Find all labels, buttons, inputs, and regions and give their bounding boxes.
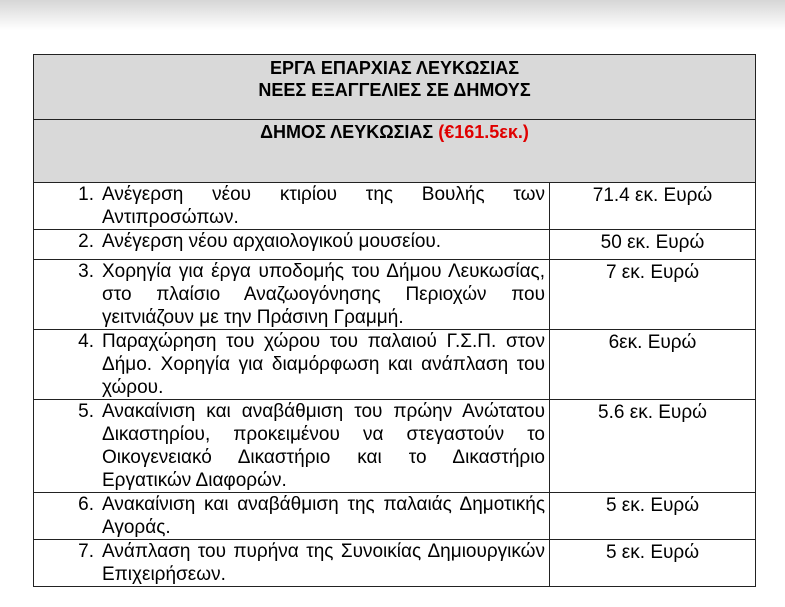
table-row (34, 183, 756, 230)
item-number: 7. (78, 541, 94, 562)
item-text: Ανέγερση νέου κτιρίου της Βουλής των Αντιπροσώπων. (102, 184, 545, 228)
municipality-header (34, 120, 756, 183)
item-amount: 5 εκ. Ευρώ (550, 540, 756, 587)
municipality-name: ΔΗΜΟΣ ΛΕΥΚΩΣΙΑΣ (260, 122, 434, 142)
table-row (34, 260, 756, 330)
item-text: Ανακαίνιση και αναβάθμιση της παλαιάς Δημοτικής Αγοράς. (102, 494, 545, 538)
title-line-1: ΕΡΓΑ ΕΠΑΡΧΙΑΣ ΛΕΥΚΩΣΙΑΣ (269, 58, 520, 78)
item-amount: 5.6 εκ. Ευρώ (550, 400, 756, 493)
item-number: 2. (78, 231, 94, 252)
municipality-total: (€161.5εκ.) (438, 122, 529, 142)
item-number: 4. (78, 331, 94, 352)
item-amount: 5 εκ. Ευρώ (550, 493, 756, 540)
item-number: 6. (78, 494, 94, 515)
item-text: Χορηγία για έργα υποδομής του Δήμου Λευκωσίας, στο πλαίσιο Αναζωογόνησης Περιοχών που γειτνιάζουν με την Πράσινη Γραμμή. (102, 261, 545, 328)
item-amount: 7 εκ. Ευρώ (550, 260, 756, 330)
table-row (34, 540, 756, 587)
table-row (34, 230, 756, 260)
item-amount: 6εκ. Ευρώ (550, 330, 756, 400)
item-text: Ανακαίνιση και αναβάθμιση του πρώην Ανώτατου Δικαστηρίου, προκειμένου να στεγαστούν το Οικογενειακό Δικαστήριο και το Δικαστήριο Εργατικών Διαφορών. (102, 401, 545, 491)
table-row (34, 330, 756, 400)
title-line-2: ΝΕΕΣ ΕΞΑΓΓΕΛΙΕΣ ΣΕ ΔΗΜΟΥΣ (258, 80, 531, 100)
item-text: Ανέγερση νέου αρχαιολογικού μουσείου. (102, 231, 442, 252)
projects-table (33, 54, 756, 587)
table-row (34, 400, 756, 493)
item-amount: 50 εκ. Ευρώ (550, 230, 756, 260)
top-shadow (0, 0, 785, 30)
table-title (34, 55, 756, 120)
item-text: Ανάπλαση του πυρήνα της Συνοικίας Δημιουργικών Επιχειρήσεων. (102, 541, 545, 585)
item-number: 5. (78, 401, 94, 422)
table-row (34, 493, 756, 540)
item-amount: 71.4 εκ. Ευρώ (550, 183, 756, 230)
item-text: Παραχώρηση του χώρου του παλαιού Γ.Σ.Π. στον Δήμο. Χορηγία για διαμόρφωση και ανάπλαση του χώρου. (102, 331, 545, 398)
item-number: 1. (78, 184, 94, 205)
item-number: 3. (78, 261, 94, 282)
